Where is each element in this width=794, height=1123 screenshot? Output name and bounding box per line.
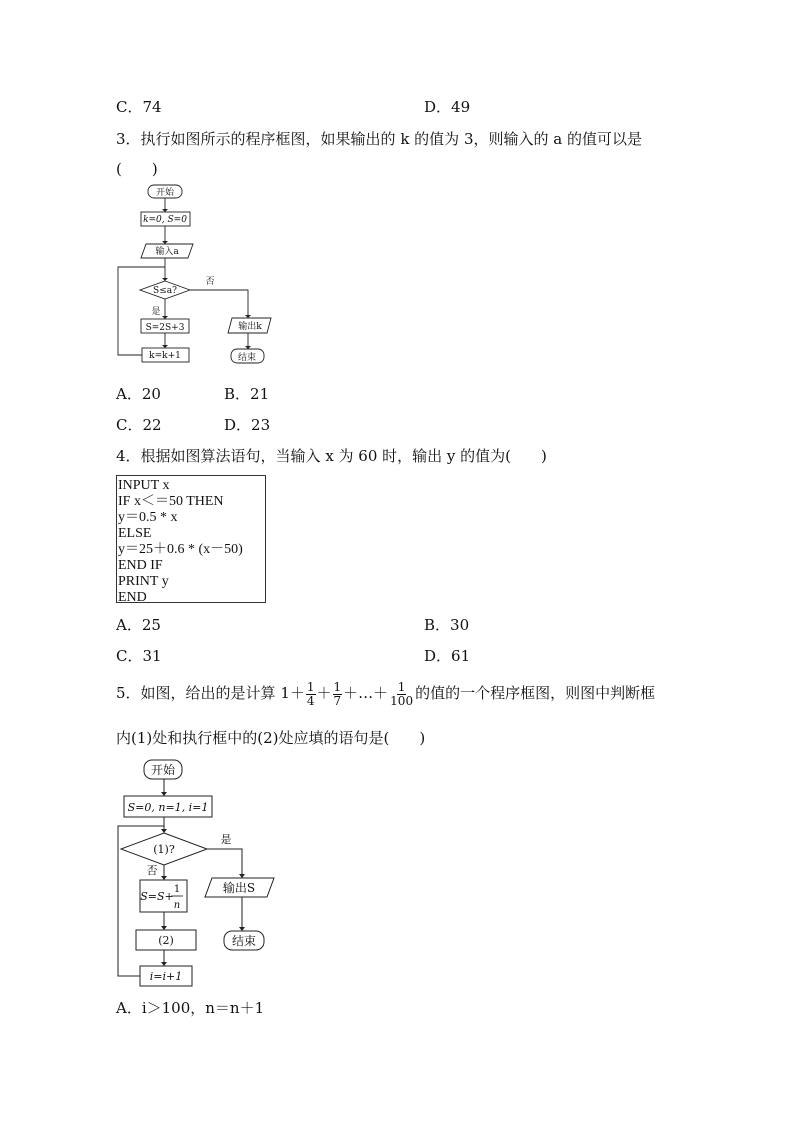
fraction-1-100: $\frac{1}{100}$ bbox=[390, 679, 414, 708]
q3-option-a: A．20 bbox=[116, 385, 161, 403]
q2-option-d: D．49 bbox=[424, 98, 471, 116]
code-line: IF x＜＝50 THEN bbox=[118, 494, 224, 509]
q5-end-text: 结束 bbox=[231, 934, 257, 948]
q5-start-text: 开始 bbox=[150, 763, 176, 777]
q4-option-d: D．61 bbox=[424, 647, 471, 665]
q5-stem-line1: 5．如图，给出的是计算 1＋ $\frac{1}{4}$ ＋ $\frac{1}{7}$ ＋…＋ $\frac{1}{100}$ 的值的一个程序框图，则图中判断框 bbox=[116, 679, 656, 708]
q5-assign-text: S=S+ bbox=[140, 890, 174, 903]
q3-input-text: 输入a bbox=[155, 247, 179, 257]
q3-init-text: k=0, S=0 bbox=[143, 215, 187, 225]
q5-output-text: 输出S bbox=[222, 881, 256, 895]
q5-incr-text: i=i+1 bbox=[149, 970, 183, 983]
code-line: END IF bbox=[118, 558, 163, 573]
q5-stem-pre: 5．如图，给出的是计算 1＋ bbox=[116, 684, 305, 702]
q3-option-d: D．23 bbox=[224, 416, 271, 434]
q4-code-box bbox=[116, 475, 266, 603]
q3-assign-text: S=2S+3 bbox=[145, 323, 185, 333]
q4-option-c: C．31 bbox=[116, 647, 162, 665]
q5-flowchart bbox=[114, 756, 276, 990]
q4-option-a: A．25 bbox=[116, 616, 161, 634]
q2-option-c: C．74 bbox=[116, 98, 162, 116]
q4-option-b: B．30 bbox=[424, 616, 470, 634]
code-line: y＝25＋0.6 * (x－50) bbox=[118, 542, 243, 557]
code-line: PRINT y bbox=[118, 574, 169, 589]
q5-yes-label: 是 bbox=[220, 833, 232, 846]
q3-stem: 3．执行如图所示的程序框图，如果输出的 k 的值为 3，则输入的 a 的值可以是 bbox=[116, 130, 642, 148]
q3-option-c: C．22 bbox=[116, 416, 162, 434]
code-line: INPUT x bbox=[118, 478, 170, 493]
fraction-1-7: $\frac{1}{7}$ bbox=[333, 679, 342, 708]
q3-cond-text: S≤a? bbox=[153, 286, 177, 296]
q5-assign-den: n bbox=[173, 900, 181, 911]
q5-stem-post: 的值的一个程序框图，则图中判断框 bbox=[415, 684, 656, 702]
q5-stem-line2: 内(1)处和执行框中的(2)处应填的语句是( ) bbox=[116, 729, 426, 747]
q5-init-text: S=0, n=1, i=1 bbox=[127, 801, 209, 814]
q5-cond-text: (1)? bbox=[153, 843, 175, 856]
q5-no-label: 否 bbox=[146, 864, 158, 877]
q3-flowchart bbox=[114, 182, 274, 374]
q3-option-b: B．21 bbox=[224, 385, 270, 403]
q4-stem: 4．根据如图算法语句，当输入 x 为 60 时，输出 y 的值为( ) bbox=[116, 447, 547, 465]
code-line: y＝0.5 * x bbox=[118, 510, 178, 525]
q5-blank-text: (2) bbox=[158, 934, 174, 947]
fraction-1-4: $\frac{1}{4}$ bbox=[306, 679, 315, 708]
q3-end-text: 结束 bbox=[237, 353, 257, 363]
q3-incr-text: k=k+1 bbox=[149, 351, 181, 361]
code-line: ELSE bbox=[118, 526, 152, 541]
q3-output-text: 输出k bbox=[238, 322, 262, 332]
q3-paren: ( ) bbox=[116, 160, 158, 178]
q3-yes-label: 是 bbox=[151, 307, 161, 317]
q5-assign-num: 1 bbox=[173, 884, 181, 895]
q3-start-text: 开始 bbox=[155, 188, 175, 198]
q5-option-a: A．i＞100，n＝n＋1 bbox=[116, 999, 265, 1017]
code-line: END bbox=[118, 590, 147, 605]
q3-no-label: 否 bbox=[205, 277, 215, 287]
